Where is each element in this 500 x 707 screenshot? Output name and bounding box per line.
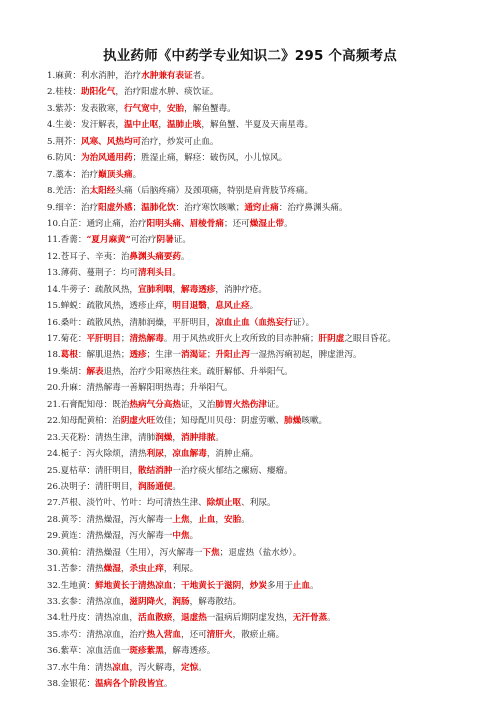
highlighted-keyword: 鼻渊头痛要药 bbox=[129, 251, 181, 262]
item-text: 之眼目昏花。 bbox=[344, 334, 396, 344]
highlighted-keyword: 定惊 bbox=[181, 662, 199, 673]
highlighted-keyword: “夏月麻黄” bbox=[86, 235, 131, 246]
highlighted-keyword: 清肝火 bbox=[206, 629, 233, 640]
highlighted-keyword: 肺燥 bbox=[284, 416, 302, 427]
list-item bbox=[47, 430, 467, 446]
item-text: 24.栀子：泻火除烦，清热 bbox=[47, 449, 147, 460]
highlighted-keyword: 平肝明目 bbox=[86, 334, 121, 344]
item-text: 6.防风： bbox=[47, 153, 81, 164]
highlighted-keyword: 退虚热 bbox=[181, 613, 207, 624]
list-item bbox=[47, 545, 467, 561]
highlighted-keyword: 阴暑 bbox=[156, 235, 174, 246]
item-text: ：治疗鼻渊头痛。 bbox=[278, 202, 348, 213]
highlighted-keyword: 润燥 bbox=[155, 432, 173, 443]
highlighted-keyword: 润肠通便 bbox=[138, 481, 173, 492]
highlighted-keyword: 滋阴降火 bbox=[129, 597, 164, 607]
highlighted-keyword: 热入营血 bbox=[146, 629, 181, 640]
highlighted-keyword: 上焦 bbox=[172, 514, 190, 525]
highlighted-keyword: 中焦 bbox=[172, 531, 190, 542]
highlighted-keyword: 燥湿止带 bbox=[249, 218, 285, 229]
item-text: 1.麻黄：利水消肿，治疗 bbox=[47, 71, 142, 81]
item-text: 10.白芷：通窍止痛，治疗 bbox=[47, 218, 147, 229]
highlighted-keyword: 水肿兼有表证 bbox=[141, 71, 193, 81]
item-text: 。 bbox=[189, 531, 199, 542]
highlighted-keyword: 阳明头痛、眉棱骨痛 bbox=[146, 218, 224, 229]
list-item bbox=[47, 134, 467, 150]
list-item bbox=[47, 446, 467, 462]
item-text: 多用于 bbox=[267, 580, 293, 591]
list-item bbox=[47, 68, 467, 84]
item-text: ；胜湿止痛，解痉：破伤风，小儿惊风。 bbox=[132, 153, 288, 164]
item-text: ，消肿疗疮。 bbox=[215, 284, 267, 295]
item-text: ， bbox=[172, 284, 182, 295]
list-item bbox=[47, 397, 467, 413]
highlighted-keyword: 行气宽中 bbox=[123, 103, 159, 114]
highlighted-keyword: 凉血解毒 bbox=[172, 449, 207, 460]
item-text: 、利尿。 bbox=[241, 498, 276, 509]
item-text: 一治疗痰火郁结之瘰疬、瘿瘤。 bbox=[172, 465, 293, 476]
item-text: 20.升麻：清热解毒一善解阳明热毒；升举阳气。 bbox=[47, 383, 233, 394]
item-text: 11.香薷： bbox=[47, 235, 87, 246]
item-text: ，治疗阳虚水肿、痰饮证。 bbox=[115, 87, 219, 98]
highlighted-keyword: 热病气分高热 bbox=[129, 399, 181, 410]
list-item bbox=[47, 183, 467, 199]
highlighted-keyword: 干地黄长于滋阴 bbox=[181, 580, 242, 591]
item-text: 2.桂枝： bbox=[47, 87, 81, 98]
list-item bbox=[47, 232, 467, 248]
item-text: ；退虚热（盐水炒）。 bbox=[219, 547, 302, 558]
list-item bbox=[47, 643, 467, 659]
item-text: 38.金银花： bbox=[47, 679, 96, 690]
item-text: ； bbox=[132, 202, 142, 213]
item-text: ，解鱼蟹、半夏及天南星毒。 bbox=[201, 120, 314, 131]
item-text: ， bbox=[158, 120, 167, 131]
list-item bbox=[47, 676, 467, 692]
item-text: 证。 bbox=[173, 235, 191, 246]
highlighted-keyword: 炒炭 bbox=[249, 580, 267, 591]
item-text: 。用于风热或肝火上攻所致的目赤肿痛； bbox=[163, 334, 319, 344]
item-text: 退热，治疗少阳寒热往来。疏肝解郁、升举阳气。 bbox=[103, 366, 293, 377]
highlighted-keyword: 为治风通用药 bbox=[80, 153, 133, 164]
highlighted-keyword: 巅顶头痛 bbox=[98, 169, 133, 180]
highlighted-keyword: 通窍止痛 bbox=[244, 202, 279, 213]
highlighted-keyword: 润肠 bbox=[172, 597, 190, 607]
item-text: 。 bbox=[132, 169, 142, 180]
item-text: 17.菊花： bbox=[47, 334, 87, 344]
highlighted-keyword: 凉血止血（血热妄行 bbox=[215, 317, 293, 328]
item-text: ：解肌退热； bbox=[77, 350, 130, 361]
item-text: 3.紫苏：发表散寒， bbox=[47, 103, 124, 114]
item-text: ， bbox=[120, 564, 130, 575]
highlighted-keyword: 葛根 bbox=[60, 350, 78, 361]
highlighted-keyword: 安胎 bbox=[224, 514, 242, 525]
list-item bbox=[47, 495, 467, 511]
highlighted-keyword: 止血 bbox=[292, 580, 310, 591]
item-text: 一湿热泻痢初起，脾虚泄泻。 bbox=[249, 350, 362, 361]
highlighted-keyword: 风寒、风热均可 bbox=[80, 136, 142, 147]
list-item bbox=[47, 594, 467, 610]
item-text: 。 bbox=[241, 514, 250, 525]
list-item bbox=[47, 561, 467, 577]
list-item bbox=[47, 660, 467, 676]
item-text: 。 bbox=[284, 218, 293, 229]
item-text: 29.黄连：清热燥湿，泻火解毒一 bbox=[47, 531, 173, 542]
list-item bbox=[47, 479, 467, 495]
item-text: 。 bbox=[249, 301, 259, 312]
item-text: ，解毒透疹。 bbox=[163, 646, 216, 657]
highlighted-keyword: 助阳化气 bbox=[80, 87, 116, 98]
item-text: ， bbox=[158, 103, 167, 114]
item-text: ； bbox=[206, 350, 216, 361]
highlighted-keyword: 肝阴虚 bbox=[318, 334, 345, 344]
highlighted-keyword: 活血散瘀 bbox=[138, 613, 173, 624]
list-item bbox=[47, 282, 467, 298]
list-item bbox=[47, 84, 467, 100]
item-text: 证）。 bbox=[292, 317, 315, 328]
item-text: 者。 bbox=[192, 71, 210, 81]
highlighted-keyword: 杀虫止痒 bbox=[129, 564, 164, 575]
highlighted-keyword: 温肺化饮 bbox=[141, 202, 176, 213]
item-text: 证。 bbox=[266, 399, 285, 410]
item-text: 效佳；知母配川贝母：阴虚劳嗽、 bbox=[155, 416, 285, 427]
list-item bbox=[47, 331, 467, 347]
item-text: 。 bbox=[215, 432, 225, 443]
list-item bbox=[47, 364, 467, 380]
item-text: 一温病后期阴虚发热， bbox=[206, 613, 293, 624]
item-text: 。 bbox=[310, 580, 319, 591]
list-item bbox=[47, 315, 467, 331]
list-item bbox=[47, 528, 467, 544]
highlighted-keyword: 息风止痉 bbox=[215, 301, 250, 312]
item-text: ：治疗寒饮咳嗽； bbox=[175, 202, 245, 213]
item-text: 30.黄柏：清热燥湿（生用），泻火解毒一 bbox=[47, 547, 203, 558]
highlighted-keyword: 凉血 bbox=[112, 662, 130, 673]
list-item bbox=[47, 512, 467, 528]
item-text: ； bbox=[120, 334, 130, 344]
list-item bbox=[47, 200, 467, 216]
item-text: 7.藁本：治疗 bbox=[47, 169, 99, 180]
item-text: ， bbox=[172, 613, 182, 624]
item-text: ；生津一 bbox=[146, 350, 182, 361]
item-text: 9.细辛：治疗 bbox=[47, 202, 99, 213]
item-text: 。 bbox=[172, 481, 182, 492]
item-text: 12.苍耳子、辛夷：治 bbox=[47, 251, 130, 262]
item-text: ， bbox=[189, 514, 199, 525]
highlighted-keyword: 阴虚火旺 bbox=[120, 416, 156, 427]
item-text: 。 bbox=[181, 251, 190, 262]
item-text: ，解鱼蟹毒。 bbox=[184, 103, 236, 114]
highlighted-keyword: 清利头目 bbox=[138, 268, 173, 279]
highlighted-keyword: 除烦止呕 bbox=[206, 498, 242, 509]
highlighted-keyword: 无汗骨蒸 bbox=[292, 613, 328, 624]
item-text: 18. bbox=[47, 350, 61, 361]
item-text: 证，又治 bbox=[181, 399, 216, 410]
list-item bbox=[47, 249, 467, 265]
list-item bbox=[47, 216, 467, 232]
list-item bbox=[47, 265, 467, 281]
key-point-list bbox=[47, 68, 467, 693]
list-item bbox=[47, 627, 467, 643]
item-text: ， bbox=[172, 432, 182, 443]
highlighted-keyword: 太阳经 bbox=[89, 186, 116, 197]
item-text: ， bbox=[206, 301, 216, 312]
item-text: ；还可 bbox=[223, 218, 250, 229]
item-text: ，解毒散结。 bbox=[189, 597, 242, 607]
list-item bbox=[47, 610, 467, 626]
highlighted-keyword: 透疹 bbox=[129, 350, 147, 361]
list-item bbox=[47, 117, 467, 133]
highlighted-keyword: 斑疹紫黑 bbox=[129, 646, 164, 657]
item-text: 32.生地黄： bbox=[47, 580, 96, 591]
item-text: 头痛（后脑疼痛）及颈项痛，特别是肩背肢节疼痛。 bbox=[115, 186, 314, 197]
highlighted-keyword: 燥湿 bbox=[103, 564, 121, 575]
item-text: ， bbox=[215, 514, 225, 525]
item-text: 19.柴胡： bbox=[47, 366, 87, 377]
highlighted-keyword: 温肺止咳 bbox=[166, 120, 202, 131]
item-text: 35.赤芍：清热凉血，治疗 bbox=[47, 629, 147, 640]
highlighted-keyword: 安胎 bbox=[166, 103, 185, 114]
highlighted-keyword: 利尿 bbox=[146, 449, 164, 460]
highlighted-keyword: 消肿排脓 bbox=[181, 432, 216, 443]
highlighted-keyword: 消渴证 bbox=[181, 350, 207, 361]
item-text: 4.生姜：发汗解表， bbox=[47, 120, 124, 131]
item-text: 。 bbox=[172, 268, 182, 279]
item-text: 31.苦参：清热 bbox=[47, 564, 104, 575]
item-text: ， bbox=[163, 449, 173, 460]
list-item bbox=[47, 463, 467, 479]
item-text: ， bbox=[241, 580, 250, 591]
highlighted-keyword: 散结消肿 bbox=[138, 465, 173, 476]
item-text: ，消肿止痛。 bbox=[206, 449, 259, 460]
highlighted-keyword: 宣肺利咽 bbox=[138, 284, 173, 295]
item-text: 。 bbox=[198, 662, 207, 673]
highlighted-keyword: 温病各个阶段皆宜 bbox=[95, 679, 164, 690]
item-text: 37.水牛角：清热 bbox=[47, 662, 113, 673]
item-text: 治疗，炒炭可止血。 bbox=[141, 136, 219, 147]
highlighted-keyword: 阳虚外感 bbox=[98, 202, 133, 213]
item-text: 。 bbox=[163, 679, 173, 690]
item-text: 21.石膏配知母：既治 bbox=[47, 399, 130, 410]
item-text: ， bbox=[163, 597, 173, 607]
item-text: 。 bbox=[327, 613, 336, 624]
item-text: 8.羌活：治 bbox=[47, 186, 90, 197]
item-text: 27.芦根、淡竹叶、竹叶：均可清热生津、 bbox=[47, 498, 207, 509]
highlighted-keyword: 下焦 bbox=[202, 547, 220, 558]
list-item bbox=[47, 298, 467, 314]
highlighted-keyword: 温中止呕 bbox=[123, 120, 159, 131]
highlighted-keyword: 明目退翳 bbox=[172, 301, 207, 312]
list-item bbox=[47, 150, 467, 166]
item-text: 34.牡丹皮：清热凉血， bbox=[47, 613, 139, 624]
item-text: 14.牛蒡子：疏散风热， bbox=[47, 284, 139, 295]
list-item bbox=[47, 347, 467, 363]
item-text: 33.玄参：清热凉血， bbox=[47, 597, 130, 607]
item-text: 13.薄荷、蔓荆子：均可 bbox=[47, 268, 139, 279]
list-item bbox=[47, 413, 467, 429]
list-item bbox=[47, 101, 467, 117]
list-item bbox=[47, 167, 467, 183]
item-text: ，利尿。 bbox=[163, 564, 199, 575]
item-text: 25.夏枯草：清肝明目， bbox=[47, 465, 139, 476]
item-text: 可治疗 bbox=[130, 235, 157, 246]
highlighted-keyword: 解毒透疹 bbox=[181, 284, 216, 295]
highlighted-keyword: 清热解毒 bbox=[129, 334, 164, 344]
highlighted-keyword: 止血 bbox=[198, 514, 216, 525]
item-text: 22.知母配黄柏：治 bbox=[47, 416, 121, 427]
item-text: ，还可 bbox=[181, 629, 207, 640]
highlighted-keyword: 解表 bbox=[86, 366, 104, 377]
item-text: 16.桑叶：疏散风热，清肺润燥，平肝明目， bbox=[47, 317, 216, 328]
highlighted-keyword: 肺胃火热伤津 bbox=[215, 399, 267, 410]
item-text: 26.决明子：清肝明目， bbox=[47, 481, 139, 492]
highlighted-keyword: 鲜地黄长于清热凉血 bbox=[95, 580, 173, 591]
item-text: 咳嗽。 bbox=[301, 416, 328, 427]
item-text: ，泻火解毒， bbox=[129, 662, 182, 673]
highlighted-keyword: 升阳止泻 bbox=[215, 350, 250, 361]
list-item bbox=[47, 578, 467, 594]
page-title: 执业药师《中药学专业知识二》295 个高频考点 bbox=[103, 48, 397, 64]
item-text: 36.紫草：凉血活血一 bbox=[47, 646, 130, 657]
item-text: 15.蝉蜕：疏散风热，透疹止痒， bbox=[47, 301, 173, 312]
item-text: ； bbox=[172, 580, 182, 591]
item-text: 5.荆芥： bbox=[47, 136, 81, 147]
item-text: ，散瘀止痛。 bbox=[232, 629, 285, 640]
list-item bbox=[47, 380, 467, 396]
item-text: 23.天花粉：清热生津，清肺 bbox=[47, 432, 156, 443]
item-text: 28.黄芩：清热燥湿，泻火解毒一 bbox=[47, 514, 173, 525]
